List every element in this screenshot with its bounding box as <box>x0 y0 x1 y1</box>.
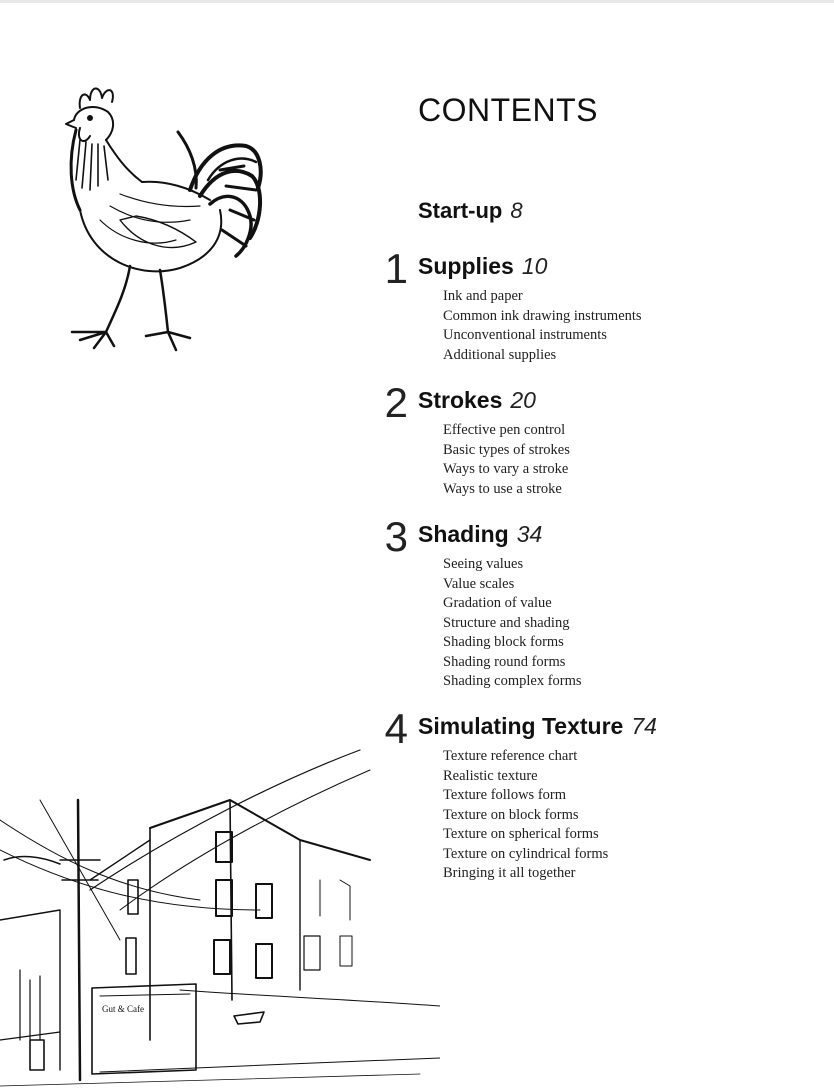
section-item[interactable]: Unconventional instruments <box>443 327 607 343</box>
section-item[interactable]: Ways to vary a stroke <box>443 461 569 477</box>
section-item[interactable]: Texture on block forms <box>443 806 579 823</box>
section-list <box>443 555 582 692</box>
street-corner-sketch-icon <box>0 740 440 1088</box>
section-item[interactable]: Common ink drawing instruments <box>443 307 642 324</box>
section-item[interactable]: Structure and shading <box>443 614 570 631</box>
startup-label: Start-up <box>418 198 503 223</box>
rooster-sketch-icon <box>50 70 280 370</box>
section-item[interactable]: Bringing it all together <box>443 865 576 881</box>
section-item[interactable]: Gradation of value <box>443 595 552 611</box>
chapter-title: Simulating Texture <box>418 713 624 739</box>
section-item[interactable]: Texture follows form <box>443 787 567 803</box>
toc-entry-startup[interactable] <box>418 198 523 224</box>
section-item[interactable]: Realistic texture <box>443 767 538 784</box>
chapter-page-number: 10 <box>521 253 548 279</box>
section-item[interactable]: Texture reference chart <box>443 748 578 764</box>
section-item[interactable]: Ink and paper <box>443 288 523 304</box>
chapter-page-number: 34 <box>516 521 543 547</box>
chapter-number: 1 <box>384 245 408 292</box>
section-item[interactable]: Texture on spherical forms <box>443 826 599 842</box>
chapter-title: Supplies <box>418 253 514 279</box>
section-item[interactable]: Texture on cylindrical forms <box>443 845 609 862</box>
section-item[interactable]: Seeing values <box>443 556 524 572</box>
section-item[interactable]: Ways to use a stroke <box>443 480 562 497</box>
section-list <box>443 287 642 365</box>
chapter-number: 2 <box>384 379 408 426</box>
chapter-heading[interactable] <box>418 713 657 740</box>
section-item[interactable]: Shading round forms <box>443 653 566 670</box>
section-item[interactable]: Basic types of strokes <box>443 441 570 458</box>
storefront-sign: Gut & Cafe <box>102 1004 144 1014</box>
chapter-page-number: 74 <box>631 713 657 739</box>
chapter-number: 4 <box>384 705 408 752</box>
section-list <box>443 747 608 884</box>
chapter-title: Strokes <box>418 387 503 413</box>
section-item[interactable]: Effective pen control <box>443 422 566 438</box>
section-list <box>443 421 570 499</box>
chapter-page-number: 20 <box>510 387 536 413</box>
section-item[interactable]: Value scales <box>443 575 515 592</box>
section-item[interactable]: Shading block forms <box>443 634 564 650</box>
section-item[interactable]: Additional supplies <box>443 346 557 363</box>
chapter-heading[interactable] <box>418 253 547 280</box>
chapter-title: Shading <box>418 521 509 547</box>
page-top-edge <box>0 0 834 3</box>
chapter-number: 3 <box>384 513 408 560</box>
chapter-heading[interactable] <box>418 387 536 414</box>
startup-page-number: 8 <box>510 198 523 223</box>
section-item[interactable]: Shading complex forms <box>443 673 582 689</box>
contents-title: CONTENTS <box>418 92 598 128</box>
chapter-heading[interactable] <box>418 521 542 548</box>
